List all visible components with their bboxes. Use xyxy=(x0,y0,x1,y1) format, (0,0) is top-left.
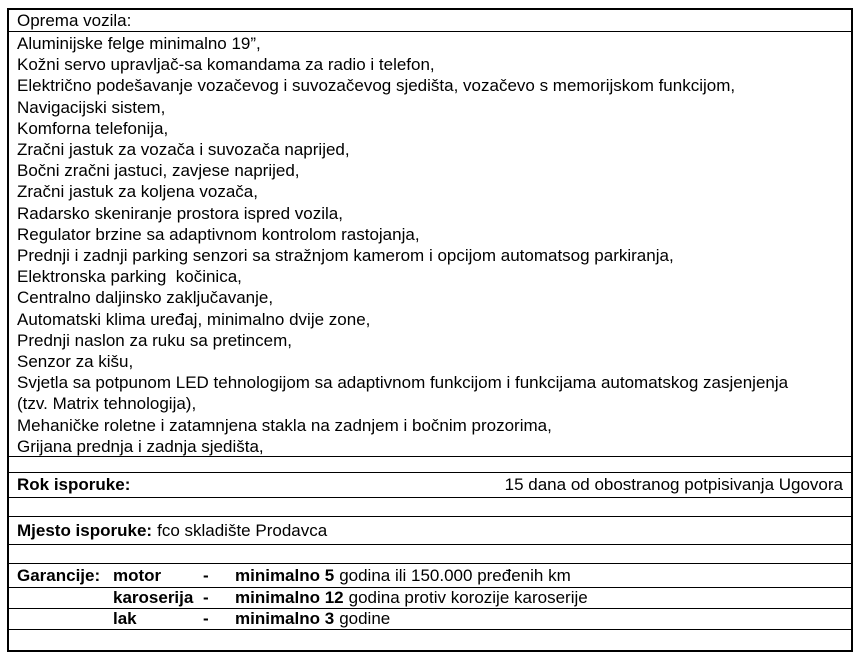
equipment-line: Svjetla sa potpunom LED tehnologijom sa adaptivnom funkcijom i funkcijama automatskog zasjenjenja xyxy=(17,373,789,393)
warranty-detail: godina protiv korozije karoserije xyxy=(348,588,588,607)
equipment-line: Grijana prednja i zadnja sjedišta, xyxy=(17,436,264,456)
spacer-row xyxy=(9,545,851,564)
equipment-line: Radarsko skeniranje prostora ispred vozila, xyxy=(17,203,343,223)
warranty-label: Garancije: xyxy=(17,565,101,585)
dash-separator: - xyxy=(203,609,209,628)
warranty-item: motor xyxy=(113,565,162,585)
warranty-detail: godine xyxy=(339,609,391,628)
equipment-line: Regulator brzine sa adaptivnom kontrolom rastojanja, xyxy=(17,224,420,244)
warranty-item: karoserija xyxy=(113,588,194,607)
delivery-deadline-value: 15 dana od obostranog potpisivanja Ugovora xyxy=(504,475,843,494)
delivery-deadline-label: Rok isporuke: xyxy=(17,475,131,494)
warranty-minimum: minimalno 12 xyxy=(235,588,344,607)
spacer-row xyxy=(9,457,851,473)
equipment-line: Centralno daljinsko zaključavanje, xyxy=(17,288,274,308)
header-row xyxy=(9,10,851,32)
dash-separator: - xyxy=(203,565,209,585)
warranty-row-motor xyxy=(9,564,851,588)
warranty-minimum: minimalno 5 xyxy=(235,565,335,585)
equipment-line: Bočni zračni jastuci, zavjese naprijed, xyxy=(17,161,300,181)
equipment-line: Zračni jastuk za koljena vozača, xyxy=(17,182,258,202)
equipment-line: (tzv. Matrix tehnologija), xyxy=(17,394,197,414)
spacer-row xyxy=(9,498,851,517)
warranty-row-lak xyxy=(9,609,851,630)
equipment-line: Elektronska parking kočinica, xyxy=(17,267,242,287)
spacer-row xyxy=(9,630,851,650)
equipment-line: Prednji naslon za ruku sa pretincem, xyxy=(17,330,292,350)
equipment-line: Električno podešavanje vozačevog i suvozačevog sjedišta, vozačevo s memorijskom funkcijom, xyxy=(17,76,736,96)
delivery-deadline-row xyxy=(9,473,851,498)
table-header-label: Oprema vozila: xyxy=(17,11,132,30)
equipment-line: Mehaničke roletne i zatamnjena stakla na zadnjem i bočnim prozorima, xyxy=(17,415,552,435)
delivery-place-row xyxy=(9,517,851,545)
equipment-line: Automatski klima uređaj, minimalno dvije zone, xyxy=(17,309,371,329)
equipment-line: Zračni jastuk za vozača i suvozača naprijed, xyxy=(17,140,350,160)
delivery-place-label: Mjesto isporuke: xyxy=(17,521,153,540)
equipment-list xyxy=(9,32,851,457)
spec-table xyxy=(7,8,853,652)
equipment-line: Kožni servo upravljač-sa komandama za radio i telefon, xyxy=(17,55,435,75)
equipment-line: Navigacijski sistem, xyxy=(17,97,166,117)
warranty-detail: godina ili 150.000 pređenih km xyxy=(339,565,571,585)
warranty-minimum: minimalno 3 xyxy=(235,609,335,628)
warranty-item: lak xyxy=(113,609,137,628)
delivery-place-value: fco skladište Prodavca xyxy=(157,521,328,540)
equipment-line: Senzor za kišu, xyxy=(17,352,134,372)
warranty-row-karoserija xyxy=(9,588,851,609)
dash-separator: - xyxy=(203,588,209,607)
equipment-line: Komforna telefonija, xyxy=(17,118,169,138)
equipment-line: Prednji i zadnji parking senzori sa stražnjom kamerom i opcijom automatsog parkiranja, xyxy=(17,246,674,266)
equipment-line: Aluminijske felge minimalno 19”, xyxy=(17,34,261,53)
